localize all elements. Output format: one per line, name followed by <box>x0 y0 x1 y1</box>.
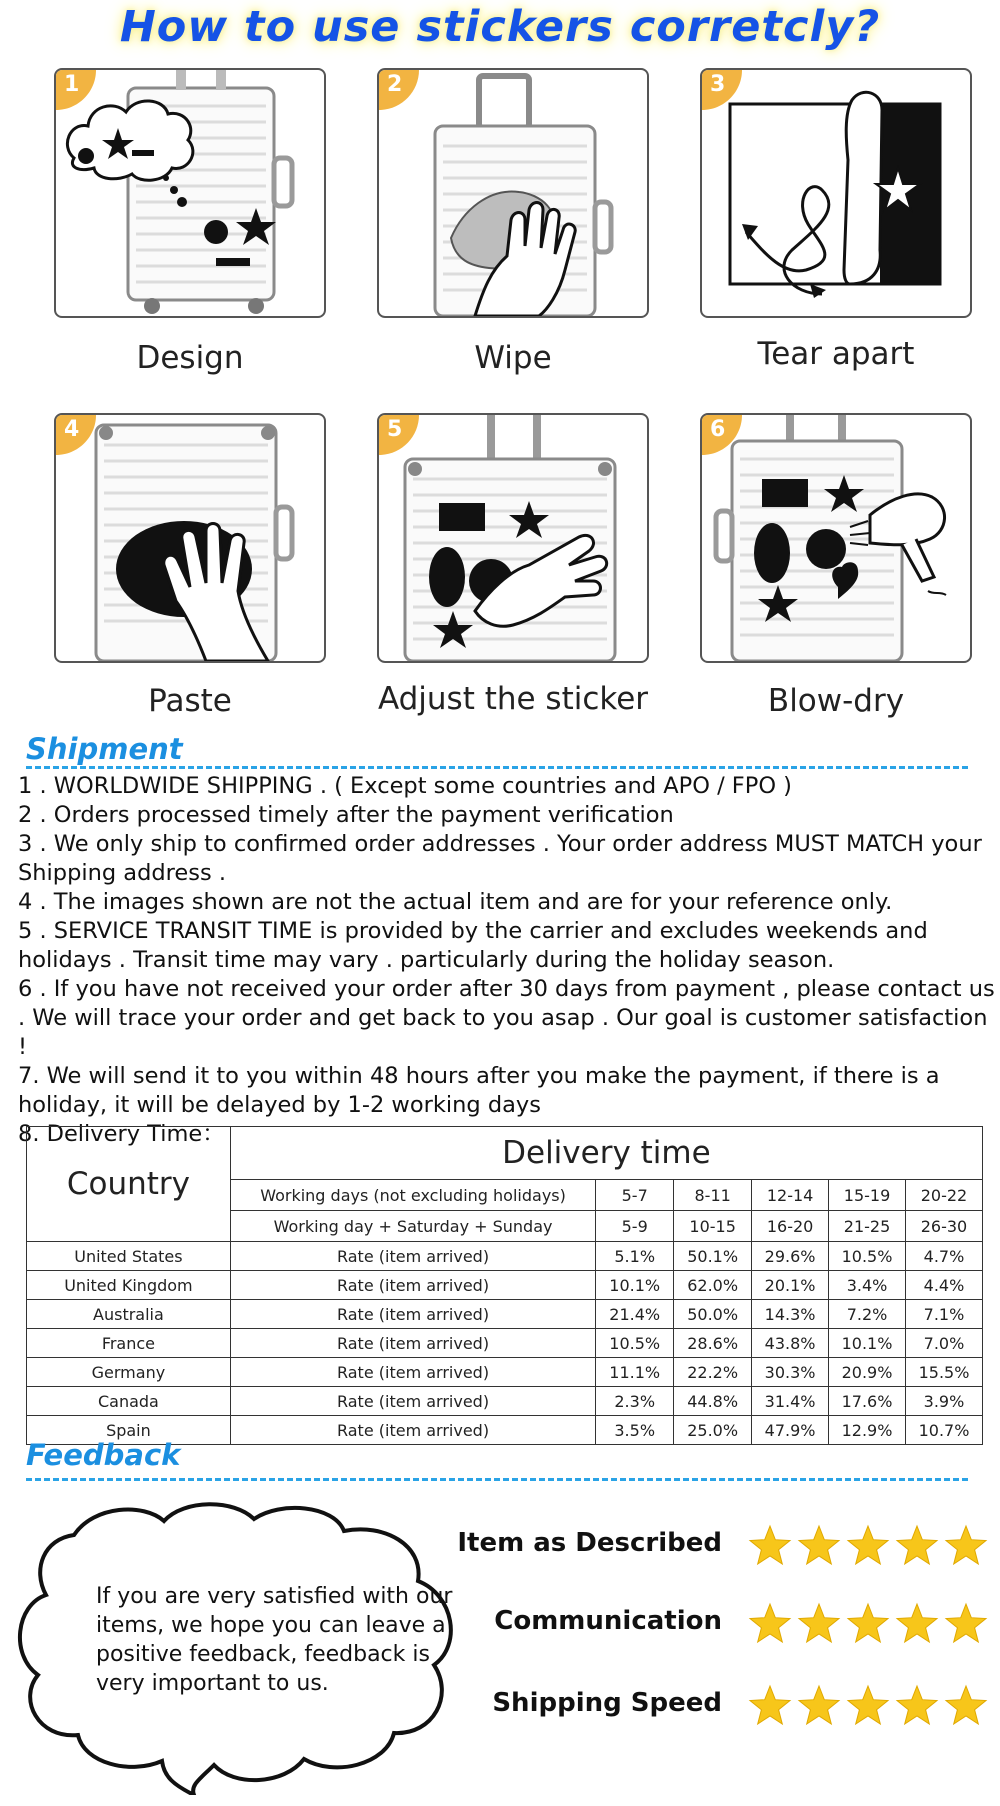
star-icon <box>750 1604 790 1642</box>
rate-label-cell: Rate (item arrived) <box>230 1416 595 1445</box>
feedback-heading: Feedback <box>26 1438 181 1472</box>
star-icon <box>799 1686 839 1724</box>
rating-label: Item as Described <box>457 1528 722 1558</box>
step-number-badge: 2 <box>387 72 403 97</box>
rate-cell: 10.5% <box>829 1242 906 1271</box>
delivery-time-header: Delivery time <box>230 1127 982 1180</box>
list-item: 1 . WORLDWIDE SHIPPING . ( Except some countries and APO / FPO ) <box>18 773 792 799</box>
rate-label-cell: Rate (item arrived) <box>230 1300 595 1329</box>
rate-cell: 31.4% <box>752 1387 829 1416</box>
rate-cell: 50.1% <box>674 1242 752 1271</box>
table-row <box>27 1242 983 1271</box>
step-illustration <box>377 413 649 663</box>
rate-cell: 29.6% <box>752 1242 829 1271</box>
sticker-peel-icon <box>702 70 970 316</box>
rate-cell: 20.9% <box>829 1358 906 1387</box>
suitcase-adjust-icon <box>379 415 647 661</box>
rating-row-item-as-described <box>457 1520 990 1572</box>
star-icon <box>946 1686 986 1724</box>
rate-label-cell: Rate (item arrived) <box>230 1329 595 1358</box>
step-illustration <box>54 413 326 663</box>
table-row <box>27 1387 983 1416</box>
star-rating <box>748 1680 990 1732</box>
table-row <box>27 1329 983 1358</box>
page-title: How to use stickers corretcly? <box>119 2 881 52</box>
delivery-time-table <box>26 1126 983 1445</box>
feedback-divider <box>26 1478 968 1481</box>
suitcase-design-icon <box>56 70 324 316</box>
day-range-cell: 8-11 <box>674 1180 752 1211</box>
country-cell: Canada <box>27 1387 231 1416</box>
star-icon <box>848 1526 888 1564</box>
rating-row-shipping-speed <box>480 1680 990 1732</box>
rate-label-cell: Rate (item arrived) <box>230 1387 595 1416</box>
rate-label-cell: Rate (item arrived) <box>230 1358 595 1387</box>
country-cell: Spain <box>27 1416 231 1445</box>
list-item: 8. Delivery Time： <box>18 1121 225 1147</box>
star-icon <box>897 1526 937 1564</box>
country-cell: United States <box>27 1242 231 1271</box>
step-number-badge: 4 <box>64 417 80 442</box>
star-icon <box>897 1604 937 1642</box>
rate-label-cell: Rate (item arrived) <box>230 1242 595 1271</box>
country-cell: France <box>27 1329 231 1358</box>
rate-cell: 17.6% <box>829 1387 906 1416</box>
star-icon <box>946 1526 986 1564</box>
step-label: Tear apart <box>757 336 915 372</box>
rating-label: Communication <box>494 1606 722 1636</box>
rate-cell: 5.1% <box>596 1242 674 1271</box>
weekend-days-label: Working day + Saturday + Sunday <box>230 1211 595 1242</box>
shipment-heading: Shipment <box>26 732 183 766</box>
star-icon <box>897 1686 937 1724</box>
step-number-badge: 5 <box>387 417 403 442</box>
rate-cell: 7.2% <box>829 1300 906 1329</box>
rate-cell: 43.8% <box>752 1329 829 1358</box>
rate-cell: 44.8% <box>674 1387 752 1416</box>
rate-cell: 62.0% <box>674 1271 752 1300</box>
table-row <box>27 1358 983 1387</box>
rate-cell: 28.6% <box>674 1329 752 1358</box>
star-icon <box>848 1604 888 1642</box>
suitcase-blow-dry-icon <box>702 415 970 661</box>
day-range-cell: 10-15 <box>674 1211 752 1242</box>
suitcase-paste-icon <box>56 415 324 661</box>
rate-cell: 2.3% <box>596 1387 674 1416</box>
rate-cell: 12.9% <box>829 1416 906 1445</box>
star-icon <box>750 1686 790 1724</box>
star-icon <box>946 1604 986 1642</box>
step-number-badge: 3 <box>710 72 726 97</box>
list-item: 5 . SERVICE TRANSIT TIME is provided by the carrier and excludes weekends and holidays . Transit time may vary . particularly during the holiday season. <box>18 918 928 973</box>
star-icon <box>799 1604 839 1642</box>
day-range-cell: 21-25 <box>829 1211 906 1242</box>
rate-cell: 4.7% <box>905 1242 982 1271</box>
table-row <box>27 1300 983 1329</box>
step-label: Blow-dry <box>767 683 905 719</box>
rate-cell: 7.1% <box>905 1300 982 1329</box>
country-cell: Germany <box>27 1358 231 1387</box>
step-illustration <box>377 68 649 318</box>
rate-cell: 10.5% <box>596 1329 674 1358</box>
working-days-label: Working days (not excluding holidays) <box>230 1180 595 1211</box>
rate-cell: 3.9% <box>905 1387 982 1416</box>
day-range-cell: 5-9 <box>596 1211 674 1242</box>
rate-cell: 30.3% <box>752 1358 829 1387</box>
country-cell: United Kingdom <box>27 1271 231 1300</box>
rating-row-communication <box>480 1598 990 1650</box>
day-range-cell: 20-22 <box>905 1180 982 1211</box>
rate-cell: 15.5% <box>905 1358 982 1387</box>
step-illustration <box>54 68 326 318</box>
rate-cell: 47.9% <box>752 1416 829 1445</box>
list-item: 3 . We only ship to confirmed order addresses . Your order address MUST MATCH your Shipping address . <box>18 831 982 886</box>
list-item: 7. We will send it to you within 48 hours after you make the payment, if there is a holiday, it will be delayed by 1-2 working days <box>18 1063 940 1118</box>
star-rating <box>748 1520 990 1572</box>
rate-cell: 50.0% <box>674 1300 752 1329</box>
country-cell: Australia <box>27 1300 231 1329</box>
rate-cell: 7.0% <box>905 1329 982 1358</box>
rate-cell: 10.7% <box>905 1416 982 1445</box>
feedback-message: If you are very satisfied with our items, we hope you can leave a positive feedback, feedback is very important to us. <box>96 1584 453 1696</box>
list-item: 2 . Orders processed timely after the payment verification <box>18 802 674 828</box>
rate-cell: 21.4% <box>596 1300 674 1329</box>
rate-label-cell: Rate (item arrived) <box>230 1271 595 1300</box>
rate-cell: 20.1% <box>752 1271 829 1300</box>
step-illustration <box>700 68 972 318</box>
step-label: Paste <box>148 683 232 719</box>
step-label: Design <box>136 340 244 376</box>
step-number-badge: 6 <box>710 417 726 442</box>
rating-label: Shipping Speed <box>492 1688 722 1718</box>
day-range-cell: 26-30 <box>905 1211 982 1242</box>
step-label: Wipe <box>474 340 552 376</box>
shipment-divider <box>26 766 968 769</box>
rate-cell: 10.1% <box>829 1329 906 1358</box>
day-range-cell: 12-14 <box>752 1180 829 1211</box>
star-rating <box>748 1598 990 1650</box>
rate-cell: 14.3% <box>752 1300 829 1329</box>
rate-cell: 10.1% <box>596 1271 674 1300</box>
list-item: 4 . The images shown are not the actual item and are for your reference only. <box>18 889 893 915</box>
step-label: Adjust the sticker <box>377 681 649 717</box>
star-icon <box>848 1686 888 1724</box>
country-header: Country <box>27 1127 231 1242</box>
rate-cell: 25.0% <box>674 1416 752 1445</box>
rate-cell: 11.1% <box>596 1358 674 1387</box>
suitcase-wipe-icon <box>379 70 647 316</box>
table-row <box>27 1271 983 1300</box>
step-illustration <box>700 413 972 663</box>
shipment-list <box>18 772 998 1149</box>
rate-cell: 3.4% <box>829 1271 906 1300</box>
day-range-cell: 5-7 <box>596 1180 674 1211</box>
day-range-cell: 16-20 <box>752 1211 829 1242</box>
step-number-badge: 1 <box>64 72 80 97</box>
rate-cell: 22.2% <box>674 1358 752 1387</box>
rate-cell: 4.4% <box>905 1271 982 1300</box>
star-icon <box>750 1526 790 1564</box>
star-icon <box>799 1526 839 1564</box>
list-item: 6 . If you have not received your order after 30 days from payment , please contact us . We will trace your order and get back to you asap . Our goal is customer satisfaction ! <box>18 976 995 1060</box>
rate-cell: 3.5% <box>596 1416 674 1445</box>
day-range-cell: 15-19 <box>829 1180 906 1211</box>
